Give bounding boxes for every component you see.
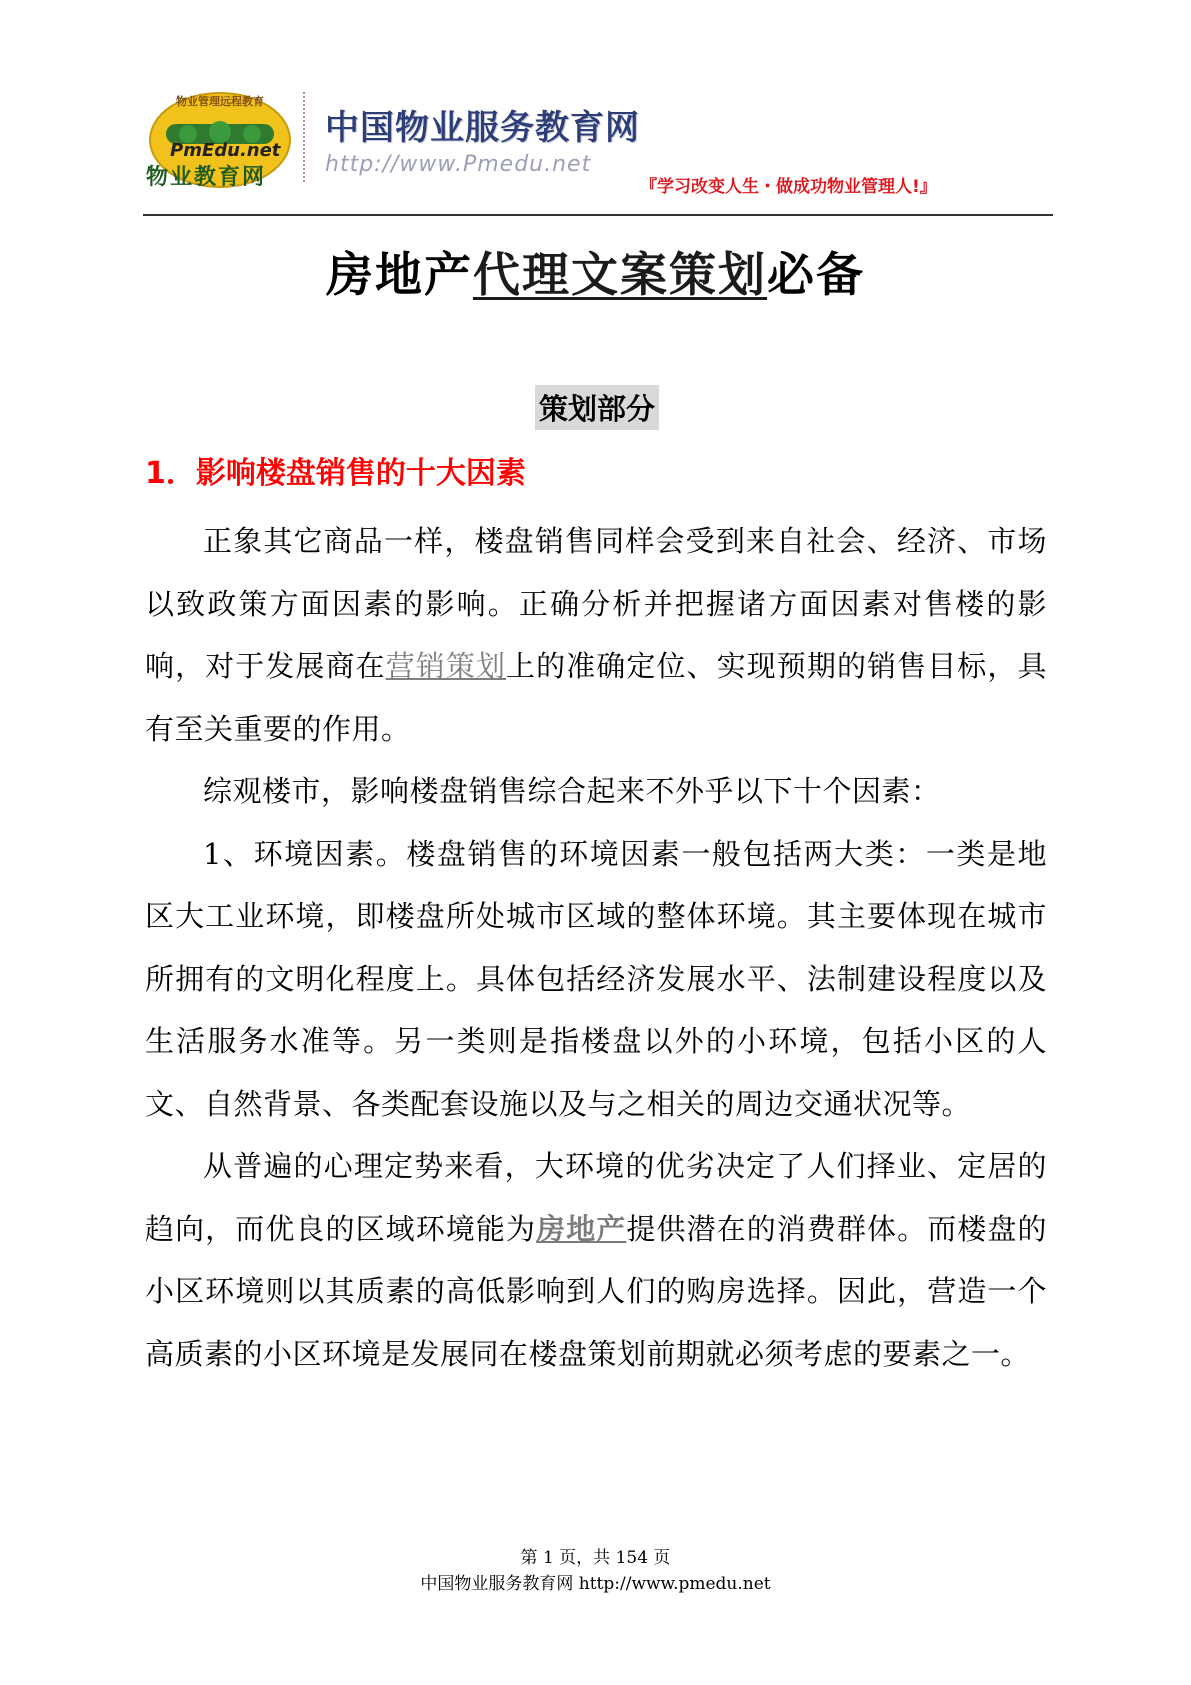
footer-site: 中国物业服务教育网 http://www.pmedu.net	[420, 1574, 771, 1594]
title-prefix: 房地产	[326, 248, 473, 303]
title-link[interactable]: 代理文案策划	[473, 248, 767, 303]
header-divider	[303, 92, 309, 182]
paragraph-text: 正象其它商品一样，楼盘销售同样会受到来自社会、经济、市场以致政策方面因素的影响。正确分析并把握诸方面因素对售楼的影响，对于发展商在	[145, 524, 1047, 683]
paragraph: 综观楼市，影响楼盘销售综合起来不外乎以下十个因素：	[203, 774, 941, 808]
title-suffix: 必备	[767, 248, 865, 303]
site-name: 中国物业服务教育网	[325, 108, 640, 148]
link-marketing-plan[interactable]: 营销策划	[385, 649, 507, 683]
site-url: http://www.Pmedu.net	[325, 152, 592, 177]
page-number: 第 1 页，共 154 页	[520, 1548, 671, 1568]
slogan: 『学习改变人生・做成功物业管理人!』	[640, 177, 937, 197]
page-header	[0, 0, 1191, 220]
paragraph: 1、环境因素。楼盘销售的环境因素一般包括两大类：一类是地区大工业环境，即楼盘所处城市区域的整体环境。其主要体现在城市所拥有的文明化程度上。具体包括经济发展水平、法制建设程度以及生活服务水准等。另一类则是指楼盘以外的小环境，包括小区的人文、自然背景、各类配套设施以及与之相关的周边交通状况等。	[145, 836, 1047, 1121]
paragraph	[145, 1135, 1047, 1385]
logo-brand: PmEdu.net	[170, 140, 281, 161]
paragraph	[145, 510, 1047, 760]
paragraph-text: 上的准确定位、实现预期的销售目标，具有至关重要的作用。	[145, 649, 1047, 746]
section-heading: 1．影响楼盘销售的十大因素	[145, 456, 526, 491]
page-title	[0, 238, 1191, 305]
logo-caption: 物业教育网	[146, 165, 267, 190]
header-rule	[143, 214, 1053, 216]
link-real-estate[interactable]: 房地产	[536, 1211, 627, 1246]
page-footer	[0, 1545, 1191, 1597]
paragraph-text: 提供潜在的消费群体。而楼盘的小区环境则以其质素的高低影响到人们的购房选择。因此，营造一个高质素的小区环境是发展同在楼盘策划前期就必须考虑的要素之一。	[145, 1211, 1047, 1371]
section-title: 策划部分	[535, 385, 659, 430]
body-text	[145, 510, 1047, 1385]
logo-arc-text: 物业管理远程教育	[176, 95, 264, 108]
paragraph-text: 从普遍的心理定势来看，大环境的优劣决定了人们择业、定居的趋向，而优良的区域环境能为	[145, 1149, 1047, 1246]
